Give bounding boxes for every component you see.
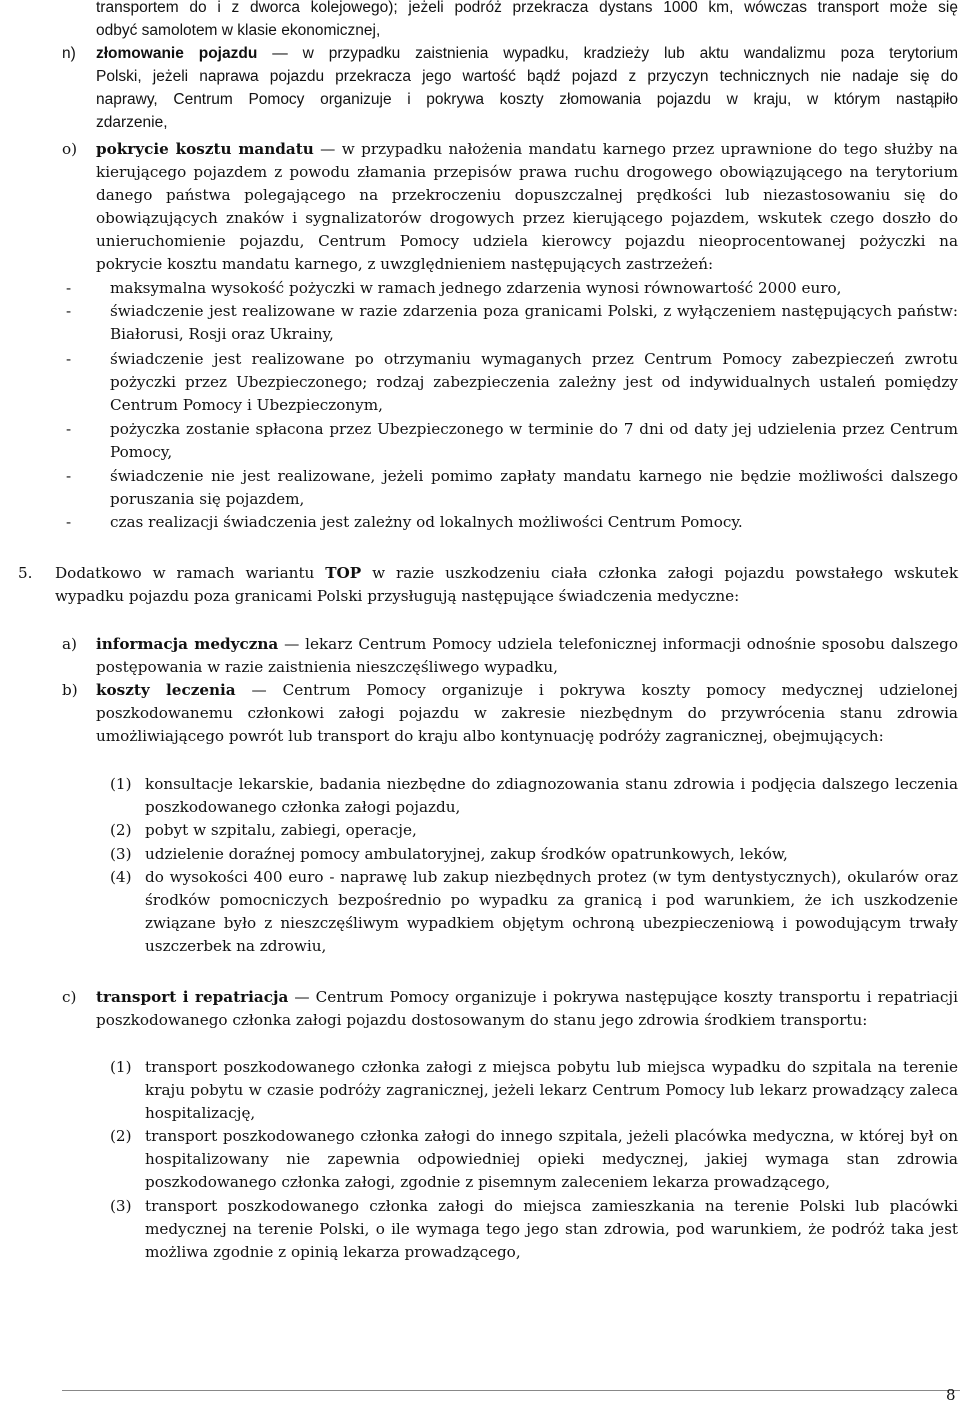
paragraph-line: kierującego pojazdem z powodu złamania przepisów prawa ruchu drogowego obowiązującego na terytorium [96,163,958,181]
subitem-line: transport poszkodowanego członka załogi do innego szpitala, jeżeli placówka medyczna, w której był on [145,1127,958,1145]
bullet-line: świadczenie jest realizowane po otrzymaniu wymaganych przez Centrum Pomocy zabezpieczeń zwrotu [110,350,958,368]
bullet-line: Centrum Pomocy i Ubezpieczonym, [110,396,383,414]
subitem-marker: (3) [110,845,132,863]
subitem-marker: (3) [110,1197,132,1215]
subitem-line: transport poszkodowanego członka załogi do miejsca zamieszkania na terenie Polski lub placówki [145,1197,958,1215]
list-item-n-line: złomowanie pojazdu — w przypadku zaistnienia wypadku, kradzieży lub aktu wandalizmu poza terytorium [96,45,958,62]
paragraph-line: zdarzenie, [96,114,168,131]
bullet-line: świadczenie jest realizowane w razie zdarzenia poza granicami Polski, z wyłączeniem następujących państw: [110,302,958,320]
list-item-o-line: pokrycie kosztu mandatu — w przypadku nałożenia mandatu karnego przez uprawnione do tego służby na [96,140,958,158]
bullet-dash: - [66,420,72,438]
subitem-line: możliwa zgodnie z opinią lekarza prowadzącego, [145,1243,521,1261]
item-text: lekarz Centrum Pomocy udziela telefonicznej informacji odnośnie sposobu dalszego [305,635,958,653]
section-text: Dodatkowo w ramach wariantu [55,564,315,582]
bullet-dash: - [66,302,72,320]
subitem-line: udzielenie doraźnej pomocy ambulatoryjnej, zakup środków opatrunkowych, leków, [145,845,788,863]
list-item-b-line: koszty leczenia — Centrum Pomocy organizuje i pokrywa koszty pomocy medycznej udzielonej [96,681,958,699]
subitem-marker: (1) [110,775,132,793]
item-title: transport i repatriacja [96,988,289,1006]
subitem-line: uszczerbek na zdrowiu, [145,937,327,955]
subitem-line: kraju pobytu w czasie podróży zagranicznej, jeżeli lekarz Centrum Pomocy lub lekarz prowadzący zaleca [145,1081,958,1099]
paragraph-line: transportem do i z dworca kolejowego); jeżeli podróż przekracza dystans 1000 km, wówczas transport może się [96,0,958,16]
subitem-line: do wysokości 400 euro - naprawę lub zakup niezbędnych protez (w tym dentystycznych), okularów oraz [145,868,958,886]
subitem-line: związane było z nieszczęśliwym wypadkiem objętym ochroną ubezpieczeniową i powodującym trwały [145,914,958,932]
variant-name: TOP [325,564,362,582]
list-marker: b) [62,681,78,699]
subitem-marker: (4) [110,868,132,886]
paragraph-line: postępowania w razie zaistnienia nieszczęśliwego wypadku, [96,658,558,676]
bullet-line: Pomocy, [110,443,173,461]
bullet-line: poruszania się pojazdem, [110,490,305,508]
item-title: złomowanie pojazdu [96,45,258,62]
subitem-line: konsultacje lekarskie, badania niezbędne do zdiagnozowania stanu zdrowia i podjęcia dalszego leczenia [145,775,958,793]
bullet-line: czas realizacji świadczenia jest zależny od lokalnych możliwości Centrum Pomocy. [110,513,743,531]
item-title: koszty leczenia [96,681,236,699]
subitem-line: medycznej na terenie Polski, o ile wymaga tego jego stan zdrowia, pod warunkiem, że podróż taka jest [145,1220,958,1238]
paragraph-line: Polski, jeżeli naprawa pojazdu przekracza jego wartość bądź pojazd z przyczyn technicznych nie nadaje się do [96,68,958,85]
subitem-line: poszkodowanego członka załogi, zgodnie z pisemnym zaleceniem lekarza prowadzącego, [145,1173,831,1191]
bullet-line: pożyczka zostanie spłacona przez Ubezpieczonego w terminie do 7 dni od daty jej udzielenia przez Centrum [110,420,958,438]
item-text: Centrum Pomocy organizuje i pokrywa koszty pomocy medycznej udzielonej [282,681,958,699]
subitem-line: transport poszkodowanego członka załogi z miejsca pobytu lub miejsca wypadku do szpitala na terenie [145,1058,958,1076]
list-marker: n) [62,45,76,62]
section-5-intro-line: wypadku pojazdu poza granicami Polski przysługują następujące świadczenia medyczne: [55,587,740,605]
item-text: w przypadku nałożenia mandatu karnego przez uprawnione do tego służby na [341,140,958,158]
bullet-dash: - [66,467,72,485]
list-marker: o) [62,140,78,158]
paragraph-line: naprawy, Centrum Pomocy organizuje i pokrywa koszty złomowania pojazdu w kraju, w którym nastąpiło [96,91,958,108]
footer-divider [62,1390,960,1391]
paragraph-line: umożliwiającego powrót lub transport do kraju albo kontynuację podróży zagranicznej, obejmujących: [96,727,884,745]
item-text: Centrum Pomocy organizuje i pokrywa następujące koszty transportu i repatriacji [315,988,958,1006]
subitem-line: środków pomocniczych bezpośrednio po wypadku za granicą i pod warunkiem, że ich uszkodzenie [145,891,958,909]
item-title: informacja medyczna [96,635,279,653]
section-5-intro-line [55,562,958,585]
section-number: 5. [18,564,33,582]
paragraph-line: poszkodowanemu członkowi załogi pojazdu w zakresie niezbędnym do przywrócenia stanu zdrowia [96,704,958,722]
paragraph-line: obowiązujących znaków i sygnalizatorów drogowych przez kierującego pojazdem, wskutek czego doszło do [96,209,958,227]
bullet-dash: - [66,350,72,368]
subitem-line: hospitalizację, [145,1104,256,1122]
section-text: w razie uszkodzeniu ciała członka załogi pojazdu powstałego wskutek [372,564,959,582]
subitem-line: poszkodowanego członka załogi pojazdu, [145,798,461,816]
list-marker: c) [62,988,77,1006]
paragraph-line: odbyć samolotem w klasie ekonomicznej, [96,22,381,39]
subitem-marker: (2) [110,821,132,839]
paragraph-line: pokrycie kosztu mandatu karnego, z uwzględnieniem następujących zastrzeżeń: [96,255,714,273]
subitem-marker: (1) [110,1058,132,1076]
bullet-dash: - [66,513,72,531]
list-item-a-line: informacja medyczna — lekarz Centrum Pomocy udziela telefonicznej informacji odnośnie sposobu dalszego [96,635,958,653]
bullet-line: maksymalna wysokość pożyczki w ramach jednego zdarzenia wynosi równowartość 2000 euro, [110,279,842,297]
bullet-line: pożyczki przez Ubezpieczonego; rodzaj zabezpieczenia zależny jest od indywidualnych ustaleń pomiędzy [110,373,958,391]
subitem-line: hospitalizowany nie zapewnia odpowiedniej opieki medycznej, jakiej wymaga stan zdrowia [145,1150,958,1168]
list-marker: a) [62,635,77,653]
bullet-dash: - [66,279,72,297]
paragraph-line: poszkodowanego członka załogi pojazdu dostosowanym do stanu jego zdrowia środkiem transportu: [96,1011,868,1029]
paragraph-line: unieruchomienie pojazdu, Centrum Pomocy udziela kierowcy pojazdu nieoprocentowanej pożyczki na [96,232,958,250]
list-item-c-line: transport i repatriacja — Centrum Pomocy organizuje i pokrywa następujące koszty transportu i repatriacji [96,988,958,1006]
page-number: 8 [946,1386,956,1404]
item-text: w przypadku zaistnienia wypadku, kradzieży lub aktu wandalizmu poza terytorium [302,45,958,62]
subitem-line: pobyt w szpitalu, zabiegi, operacje, [145,821,417,839]
bullet-line: świadczenie nie jest realizowane, jeżeli pomimo zapłaty mandatu karnego nie będzie możliwości dalszego [110,467,958,485]
bullet-line: Białorusi, Rosji oraz Ukrainy, [110,325,334,343]
item-title: pokrycie kosztu mandatu [96,140,314,158]
subitem-marker: (2) [110,1127,132,1145]
paragraph-line: danego państwa polegającego na przekroczeniu dopuszczalnej prędkości lub niezastosowaniu się do [96,186,958,204]
